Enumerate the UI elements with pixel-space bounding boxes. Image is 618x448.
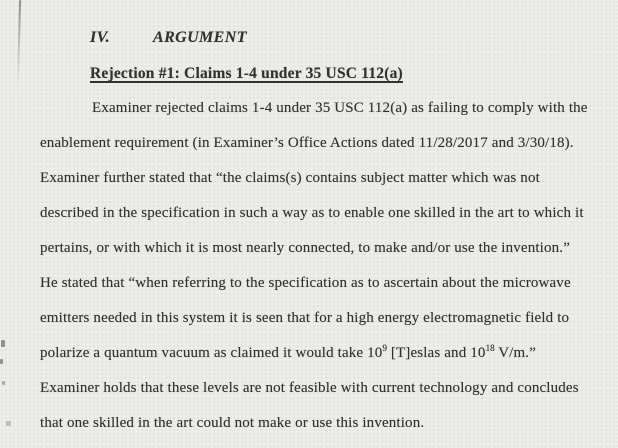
superscript: 9 — [382, 343, 387, 353]
text-segment: described in the specification in such a way as to enable one skilled in the art to which it — [40, 205, 584, 221]
paragraph-line — [40, 231, 610, 266]
scan-artifact-speck — [2, 381, 5, 385]
paragraph-line — [40, 371, 610, 406]
text-segment: enablement requirement (in Examiner’s Office Actions dated 11/28/2017 and 3/30/18). — [40, 135, 574, 151]
text-segment: Examiner holds that these levels are not feasible with current technology and concludes — [40, 380, 579, 396]
text-segment: He stated that “when referring to the specification as to ascertain about the microwave — [40, 275, 571, 291]
section-heading — [90, 29, 247, 47]
paragraph-line — [40, 196, 610, 231]
text-segment: [T]eslas and 10 — [386, 345, 486, 361]
scan-artifact-speck — [1, 340, 5, 347]
scan-artifact-streak — [17, 0, 21, 86]
argument-paragraph — [40, 91, 610, 441]
rejection-subheading: Rejection #1: Claims 1-4 under 35 USC 112(a) — [90, 65, 403, 82]
text-segment: V/m.” — [494, 345, 537, 361]
paragraph-line — [40, 336, 610, 371]
paragraph-line — [40, 406, 610, 441]
text-segment: Examiner rejected claims 1-4 under 35 USC 112(a) as failing to comply with the — [92, 100, 588, 116]
paragraph-line — [40, 301, 610, 336]
text-segment: that one skilled in the art could not make or use this invention. — [40, 415, 425, 431]
text-segment: Examiner further stated that “the claims(s) contains subject matter which was not — [40, 170, 540, 186]
paragraph-line — [40, 126, 610, 161]
section-title: ARGUMENT — [153, 29, 247, 46]
section-number: IV. — [90, 29, 111, 46]
paragraph-line — [40, 91, 610, 126]
text-segment: emitters needed in this system it is seen that for a high energy electromagnetic field to — [40, 310, 570, 326]
text-segment: polarize a quantum vacuum as claimed it would take 10 — [40, 345, 383, 361]
scan-artifact-speck — [0, 359, 3, 364]
paragraph-line — [40, 266, 610, 301]
paragraph-line — [40, 161, 610, 196]
superscript: 18 — [485, 343, 495, 353]
text-segment: pertains, or with which it is most nearly connected, to make and/or use the invention.” — [40, 240, 571, 256]
scan-artifact-speck — [6, 421, 11, 426]
